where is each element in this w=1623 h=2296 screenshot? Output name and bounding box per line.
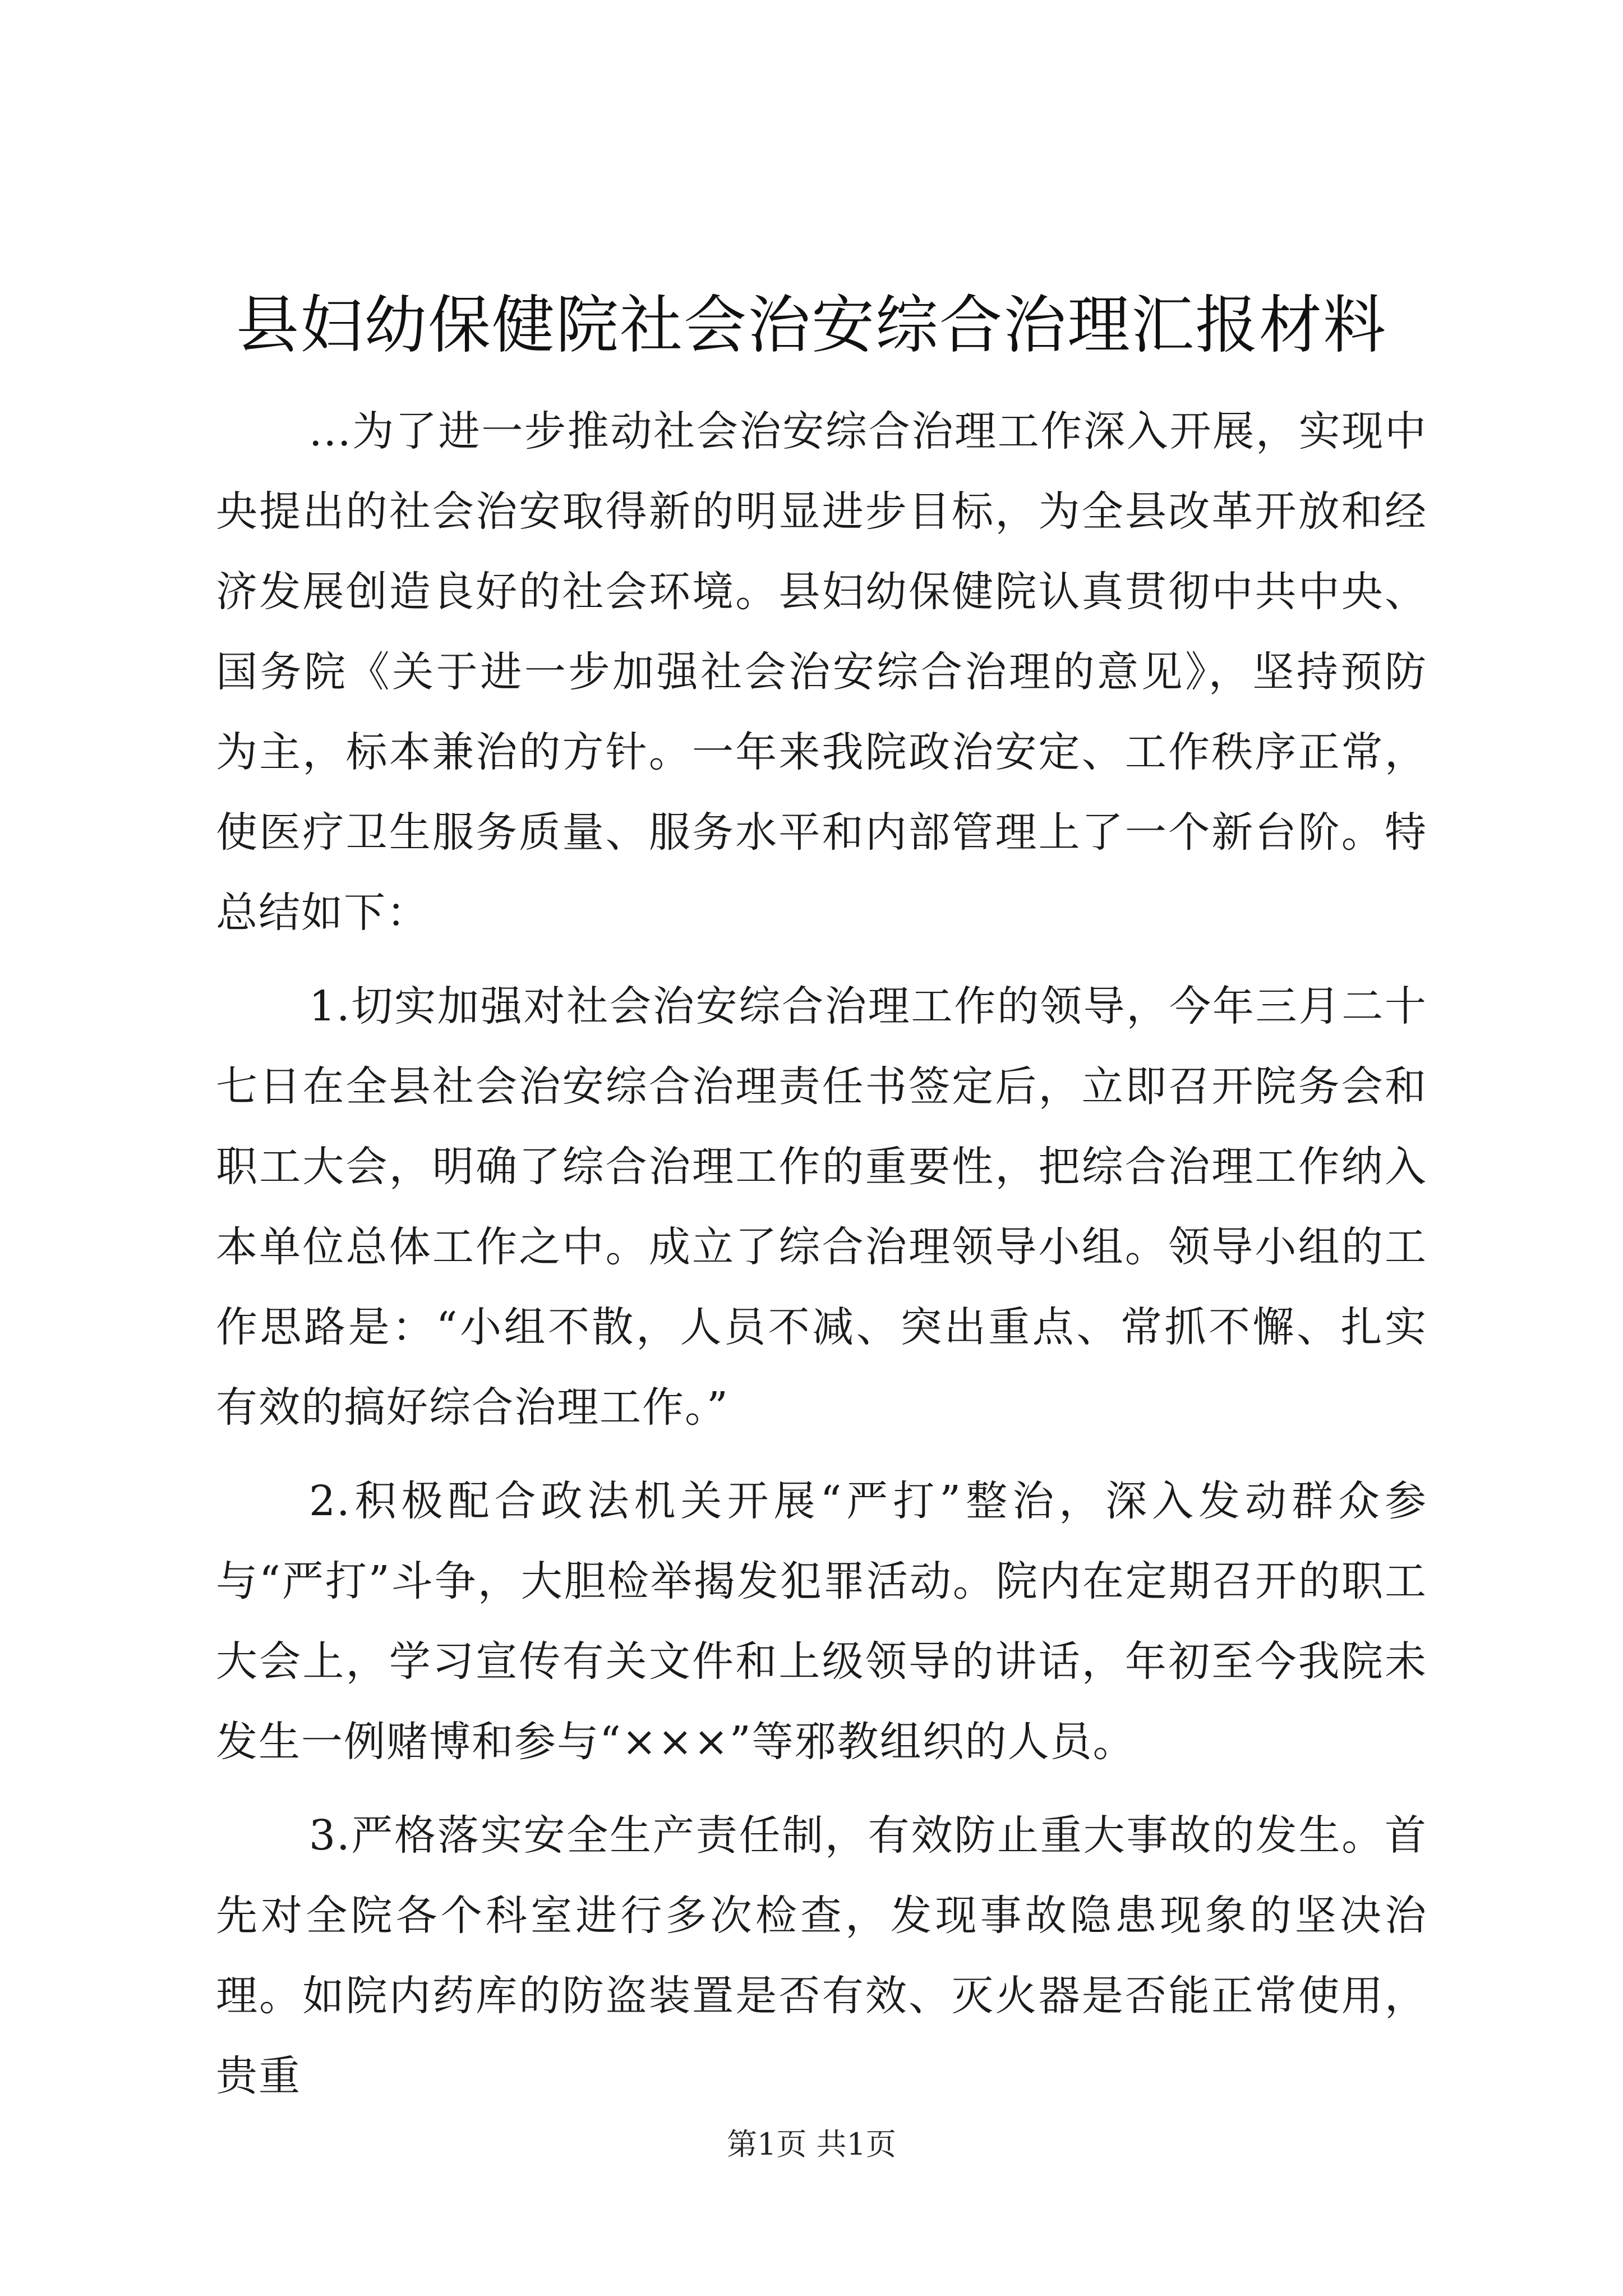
- paragraph-2: 2.积极配合政法机关开展“严打”整治，深入发动群众参与“严打”斗争，大胆检举揭发犯罪活动。院内在定期召开的职工大会上，学习宣传有关文件和上级领导的讲话，年初至今我院未发生一例赌博和参与“×××”等邪教组织的人员。: [216, 1477, 1427, 1766]
- paragraph-intro: ...为了进一步推动社会治安综合治理工作深入开展，实现中央提出的社会治安取得新的明显进步目标，为全县改革开放和经济发展创造良好的社会环境。县妇幼保健院认真贯彻中共中央、国务院《关于进一步加强社会治安综合治理的意见》，坚持预防为主，标本兼治的方针。一年来我院政治安定、工作秩序正常，使医疗卫生服务质量、服务水平和内部管理上了一个新台阶。特总结如下：: [216, 407, 1427, 937]
- page-number-footer: 第1页 共1页: [727, 2127, 896, 2162]
- paragraph-1: 1.切实加强对社会治安综合治理工作的领导，今年三月二十七日在全县社会治安综合治理责任书签定后，立即召开院务会和职工大会，明确了综合治理工作的重要性，把综合治理工作纳入本单位总体工作之中。成立了综合治理领导小组。领导小组的工作思路是：“小组不散，人员不减、突出重点、常抓不懈、扎实有效的搞好综合治理工作。”: [216, 982, 1427, 1432]
- paragraph-3: 3.严格落实安全生产责任制，有效防止重大事故的发生。首先对全院各个科室进行多次检查，发现事故隐患现象的坚决治理。如院内药库的防盗装置是否有效、灭火器是否能正常使用，贵重: [216, 1811, 1427, 2100]
- document-body: [216, 392, 1427, 2116]
- document-title: 县妇幼保健院社会治安综合治理汇报材料: [236, 289, 1387, 362]
